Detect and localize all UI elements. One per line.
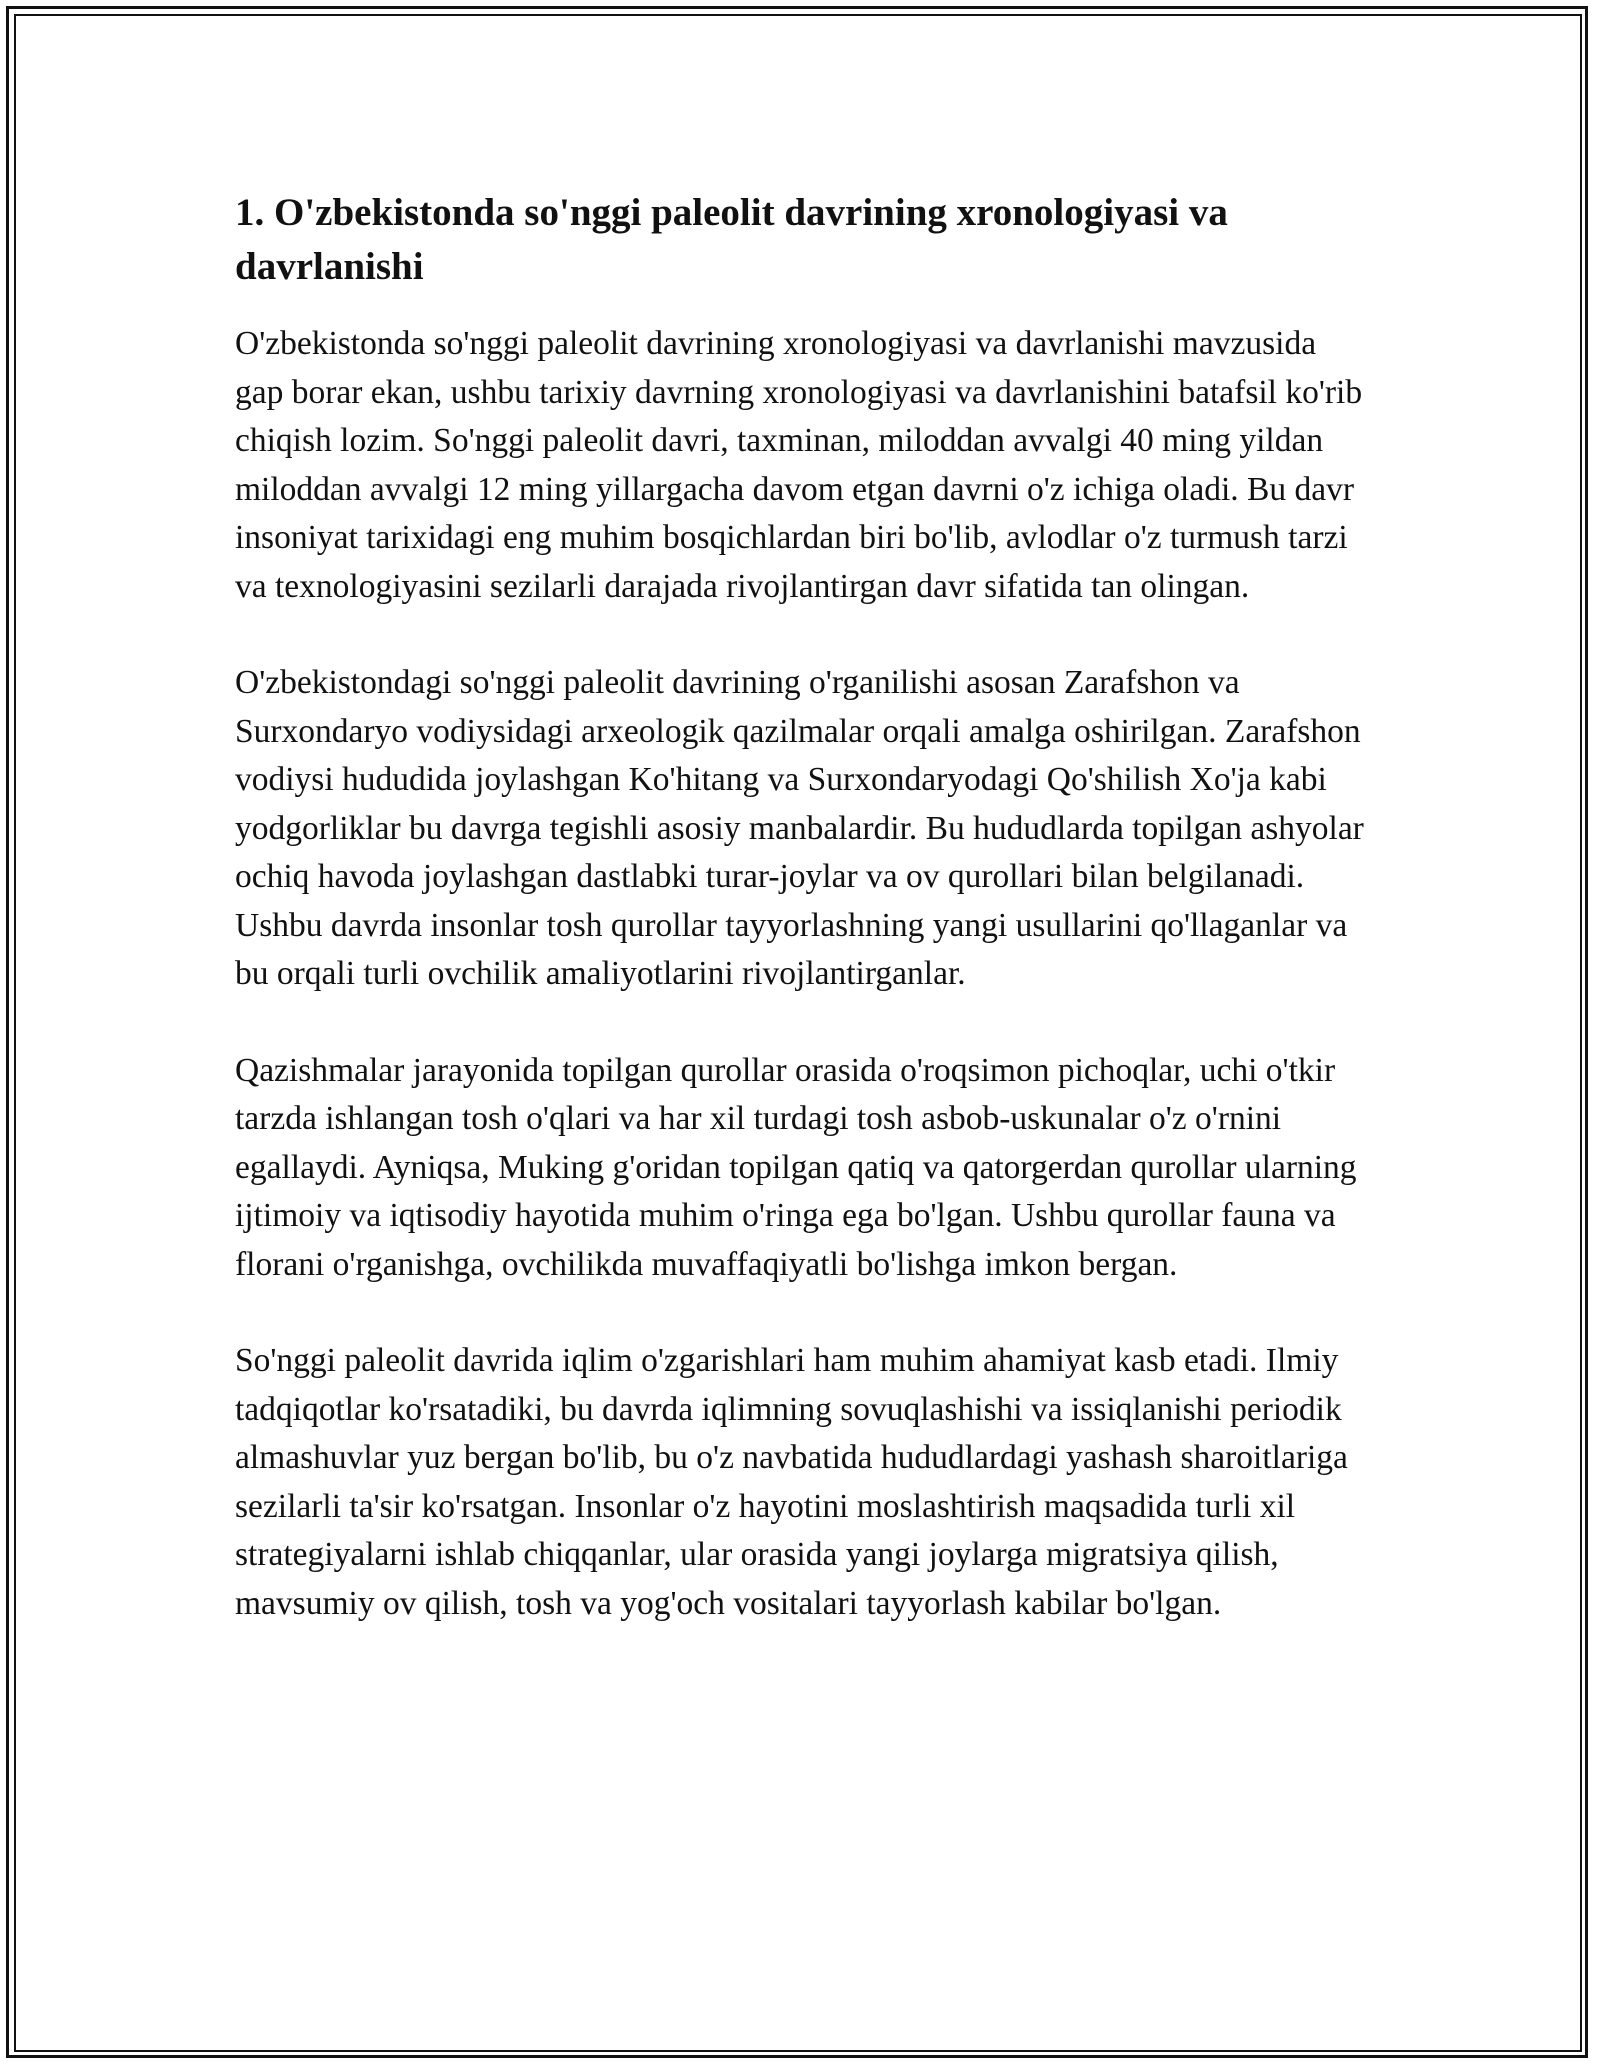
paragraph-3: Qazishmalar jarayonida topilgan qurollar orasida o'roqsimon pichoqlar, uchi o'tkir tarzda ishlangan tosh o'qlari va har xil turdagi tosh asbob-uskunalar o'z o'rnini egallaydi. Ayniqsa, Muking g'oridan topilgan qatiq va qatorgerdan qurollar ularning ijtimoiy va iqtisodiy hayotida muhim o'ringa ega bo'lgan. Ushbu qurollar fauna va florani o'rganishga, ovchilikda muvaffaqiyatli bo'lishga imkon bergan. (235, 1051, 1357, 1283)
document-body (235, 186, 1365, 1676)
paragraph-2: O'zbekistondagi so'nggi paleolit davrining o'rganilishi asosan Zarafshon va Surxondaryo vodiysidagi arxeologik qazilmalar orqali amalga oshirilgan. Zarafshon vodiysi hududida joylashgan Ko'hitang va Surxondaryodagi Qo'shilish Xo'ja kabi yodgorliklar bu davrga tegishli asosiy manbalardir. Bu hududlarda topilgan ashyolar ochiq havoda joylashgan dastlabki turar-joylar va ov qurollari bilan belgilanadi. Ushbu davrda insonlar tosh qurollar tayyorlashning yangi usullarini qo'llaganlar va bu orqali turli ovchilik amaliyotlarini rivojlantirganlar. (235, 664, 1364, 992)
paragraph-4: So'nggi paleolit davrida iqlim o'zgarishlari ham muhim ahamiyat kasb etadi. Ilmiy tadqiqotlar ko'rsatadiki, bu davrda iqlimning sovuqlashishi va issiqlanishi periodik almashuvlar yuz bergan bo'lib, bu o'z navbatida hududlardagi yashash sharoitlariga sezilarli ta'sir ko'rsatgan. Insonlar o'z hayotini moslashtirish maqsadida turli xil strategiyalarni ishlab chiqqanlar, ular orasida yangi joylarga migratsiya qilish, mavsumiy ov qilish, tosh va yog'och vositalari tayyorlash kabilar bo'lgan. (235, 1342, 1348, 1622)
paragraph-1: O'zbekistonda so'nggi paleolit davrining xronologiyasi va davrlanishi mavzusida gap borar ekan, ushbu tarixiy davrning xronologiyasi va davrlanishini batafsil ko'rib chiqish lozim. So'nggi paleolit davri, taxminan, miloddan avvalgi 40 ming yildan miloddan avvalgi 12 ming yillargacha davom etgan davrni o'z ichiga oladi. Bu davr insoniyat tarixidagi eng muhim bosqichlardan biri bo'lib, avlodlar o'z turmush tarzi va texnologiyasini sezilarli darajada rivojlantirgan davr sifatida tan olingan. (235, 325, 1363, 605)
section-heading: 1. O'zbekistonda so'nggi paleolit davrining xronologiyasi va davrlanishi (235, 191, 1228, 288)
